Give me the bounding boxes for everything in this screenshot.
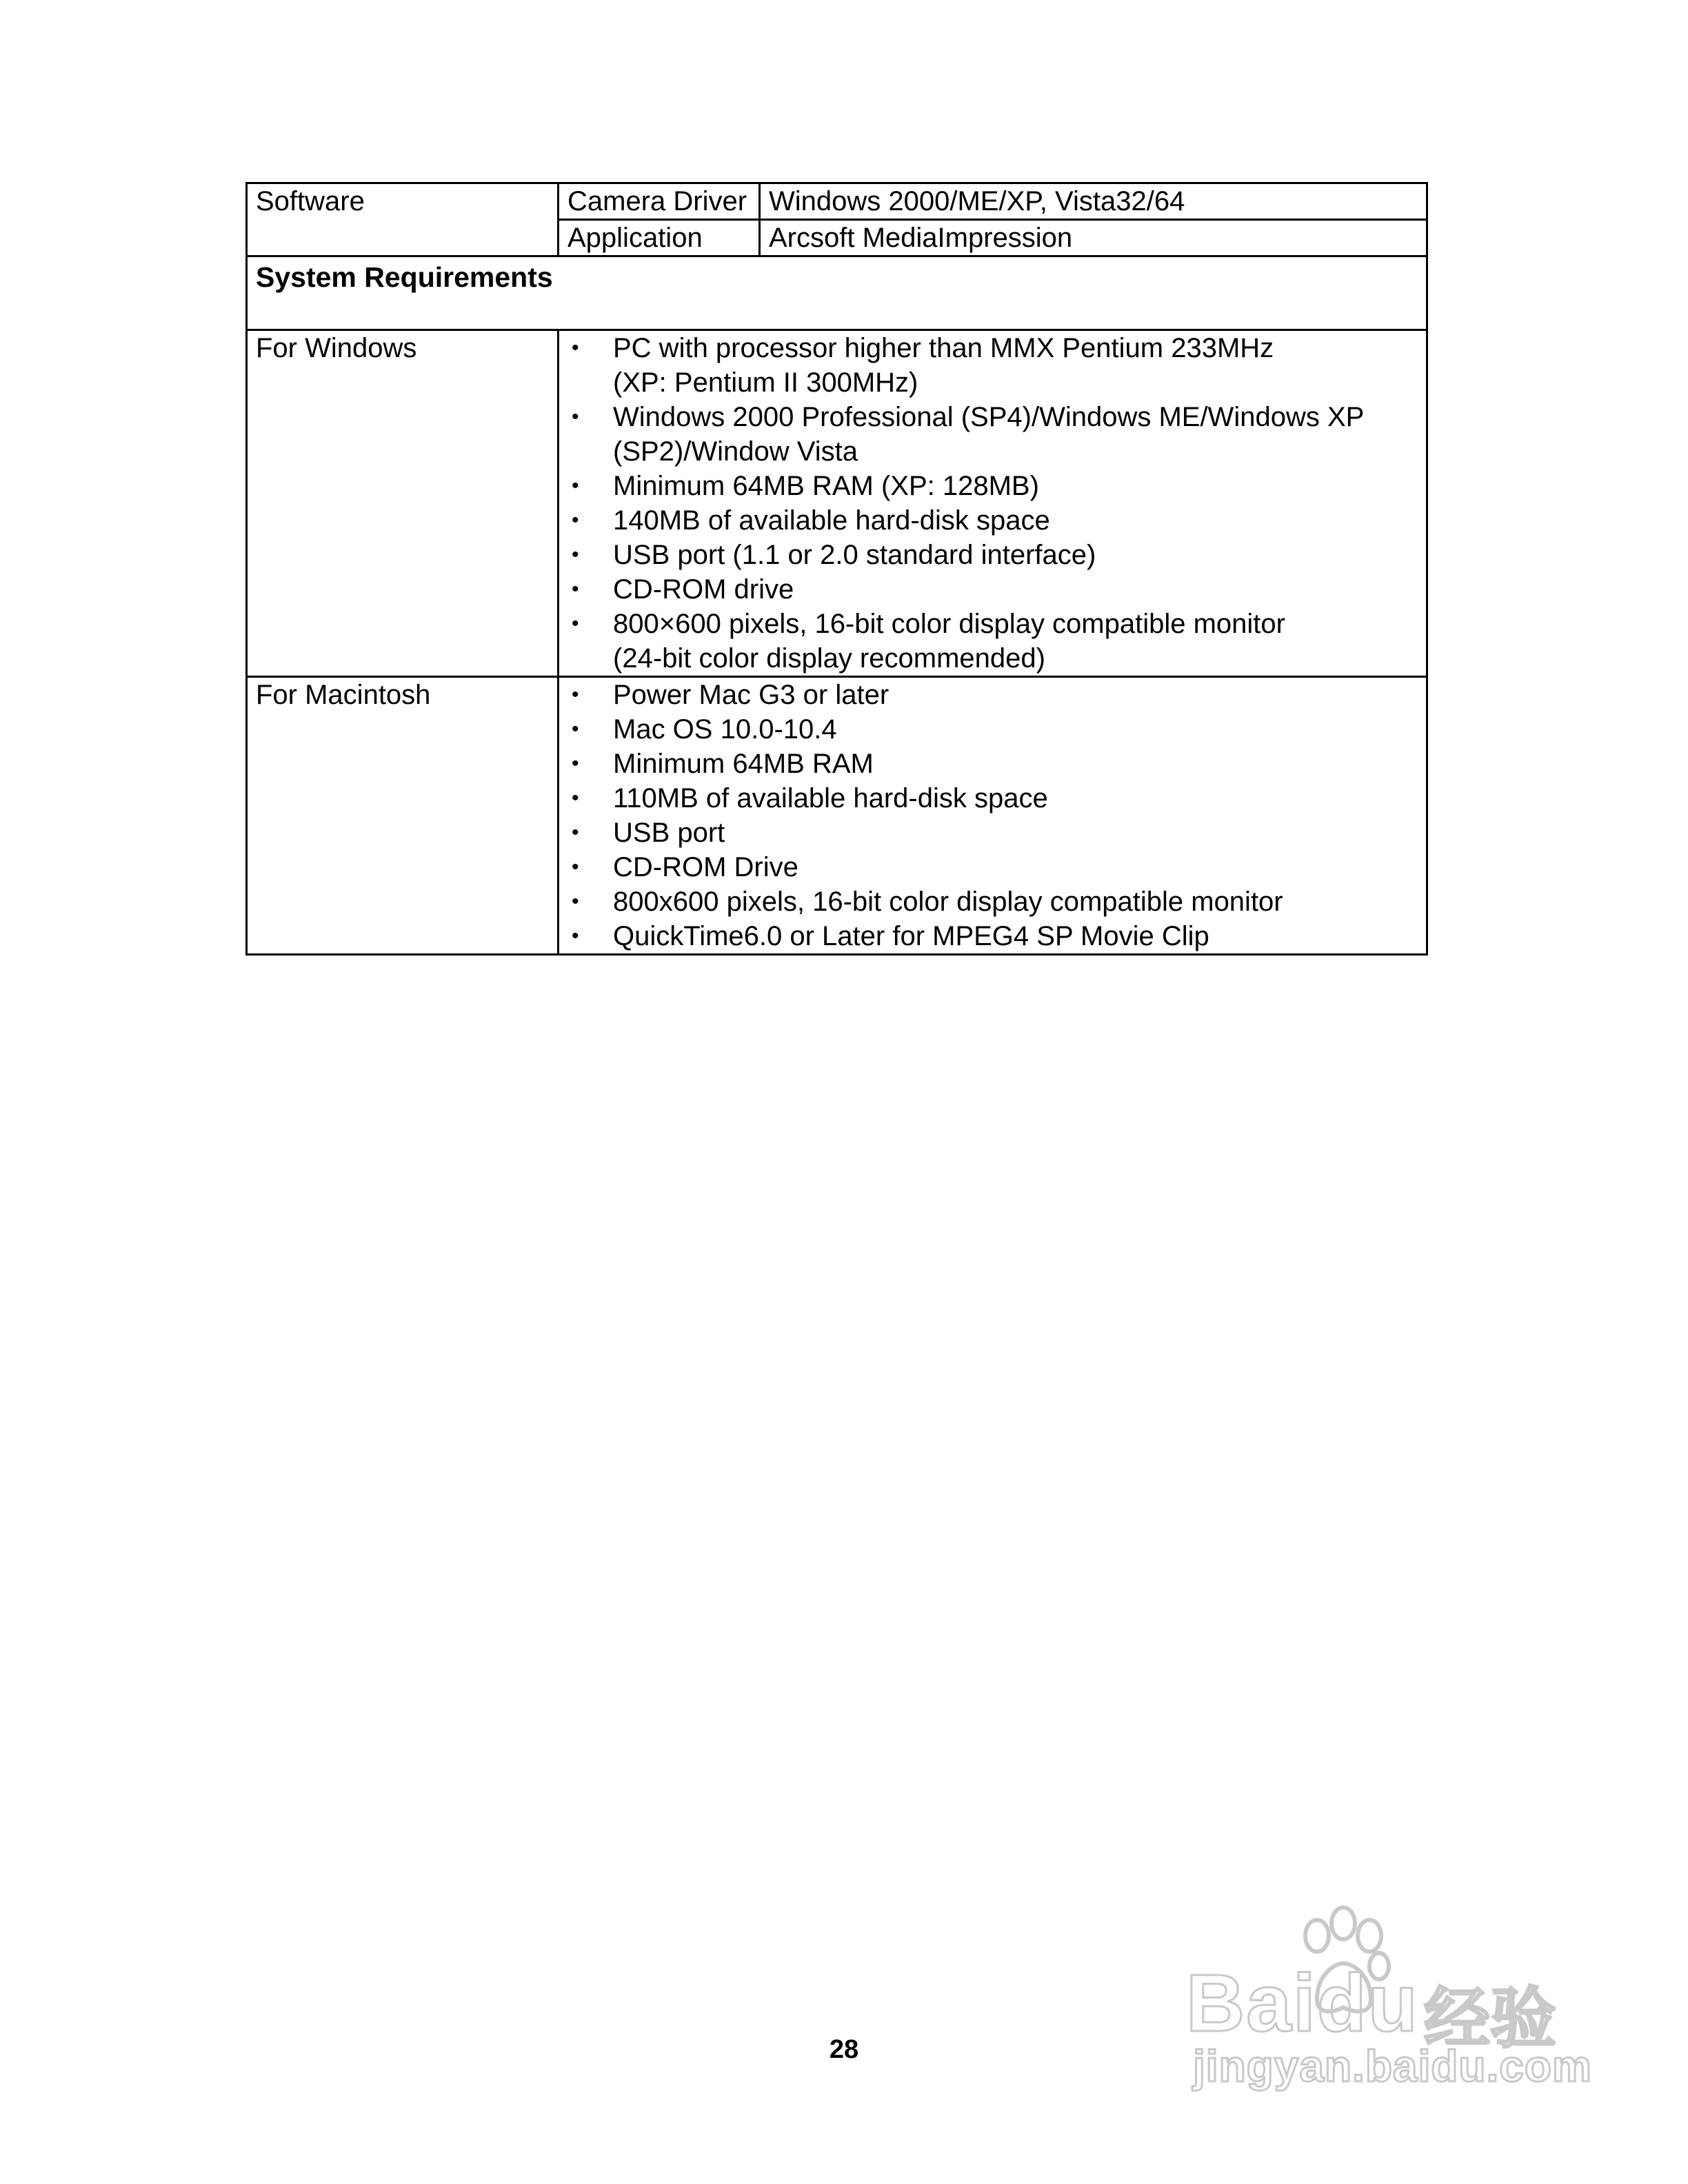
list-item-text: 800x600 pixels, 16-bit color display compatible monitor	[613, 887, 1283, 917]
bullet-icon: •	[572, 543, 579, 566]
list-item-text: Mac OS 10.0-10.4	[613, 714, 837, 745]
list-item-text: Windows 2000 Professional (SP4)/Windows ME/Windows XP	[613, 402, 1365, 432]
bullet-icon: •	[572, 474, 579, 497]
list-item	[567, 331, 1419, 400]
application-label: Application	[567, 223, 703, 253]
list-item-text-continued: (24-bit color display recommended)	[613, 643, 1045, 674]
list-item-text: PC with processor higher than MMX Pentium 233MHz	[613, 333, 1274, 363]
list-item-text: CD-ROM drive	[613, 574, 794, 605]
windows-requirements-cell	[559, 330, 1427, 677]
camera-driver-label: Camera Driver	[567, 186, 747, 216]
bullet-icon: •	[572, 890, 579, 913]
list-item-text: 800×600 pixels, 16-bit color display compatible monitor	[613, 609, 1285, 639]
camera-driver-value: Windows 2000/ME/XP, Vista32/64	[769, 186, 1185, 216]
list-item	[567, 919, 1419, 953]
table-row	[247, 183, 1427, 220]
list-item	[567, 712, 1419, 747]
camera-driver-label-cell	[559, 183, 760, 220]
software-label-cell	[247, 183, 559, 256]
table-row	[247, 677, 1427, 955]
list-item	[567, 850, 1419, 884]
list-item-text: 140MB of available hard-disk space	[613, 505, 1050, 536]
macintosh-label: For Macintosh	[256, 680, 431, 710]
bullet-icon: •	[572, 578, 579, 600]
list-item-text: USB port (1.1 or 2.0 standard interface)	[613, 540, 1096, 570]
bullet-icon: •	[572, 612, 579, 635]
windows-label-cell	[247, 330, 559, 677]
application-label-cell	[559, 220, 760, 256]
table-row	[247, 256, 1427, 330]
bullet-icon: •	[572, 787, 579, 809]
list-item-text: Minimum 64MB RAM (XP: 128MB)	[613, 471, 1039, 501]
bullet-icon: •	[572, 856, 579, 878]
list-item-text: CD-ROM Drive	[613, 852, 798, 882]
list-item-text: Power Mac G3 or later	[613, 680, 890, 710]
watermark-brand: Baidu	[1186, 1958, 1419, 2049]
software-label: Software	[256, 186, 365, 216]
list-item	[567, 816, 1419, 850]
bullet-icon: •	[572, 752, 579, 775]
macintosh-requirements-list	[567, 678, 1419, 953]
list-item	[567, 572, 1419, 607]
windows-label: For Windows	[256, 333, 417, 363]
application-value: Arcsoft MediaImpression	[769, 223, 1073, 253]
list-item	[567, 469, 1419, 503]
camera-driver-value-cell	[760, 183, 1427, 220]
list-item	[567, 884, 1419, 919]
application-value-cell	[760, 220, 1427, 256]
watermark-brand-cn: 经验	[1424, 1982, 1556, 2056]
list-item	[567, 503, 1419, 538]
list-item-text-continued: (XP: Pentium II 300MHz)	[613, 367, 918, 398]
bullet-icon: •	[572, 509, 579, 532]
macintosh-label-cell	[247, 677, 559, 955]
list-item	[567, 747, 1419, 781]
watermark-url: jingyan.baidu.com	[1193, 2041, 1592, 2091]
list-item	[567, 781, 1419, 816]
section-heading-cell	[247, 256, 1427, 330]
list-item-text: 110MB of available hard-disk space	[613, 783, 1048, 813]
list-item-text: QuickTime6.0 or Later for MPEG4 SP Movie Clip	[613, 921, 1209, 951]
spec-table	[245, 182, 1428, 956]
list-item	[567, 400, 1419, 469]
section-heading: System Requirements	[256, 261, 553, 293]
page-number: 28	[829, 2035, 859, 2064]
list-item	[567, 607, 1419, 676]
list-item-text: USB port	[613, 818, 725, 848]
list-item	[567, 678, 1419, 712]
bullet-icon: •	[572, 683, 579, 706]
baidu-watermark	[1186, 1903, 1592, 2096]
bullet-icon: •	[572, 336, 579, 359]
bullet-icon: •	[572, 924, 579, 947]
bullet-icon: •	[572, 718, 579, 740]
list-item-text: Minimum 64MB RAM	[613, 749, 874, 779]
list-item-text-continued: (SP2)/Window Vista	[613, 436, 858, 467]
macintosh-requirements-cell	[559, 677, 1427, 955]
list-item	[567, 538, 1419, 572]
bullet-icon: •	[572, 821, 579, 844]
windows-requirements-list	[567, 331, 1419, 676]
table-row	[247, 330, 1427, 677]
bullet-icon: •	[572, 405, 579, 428]
